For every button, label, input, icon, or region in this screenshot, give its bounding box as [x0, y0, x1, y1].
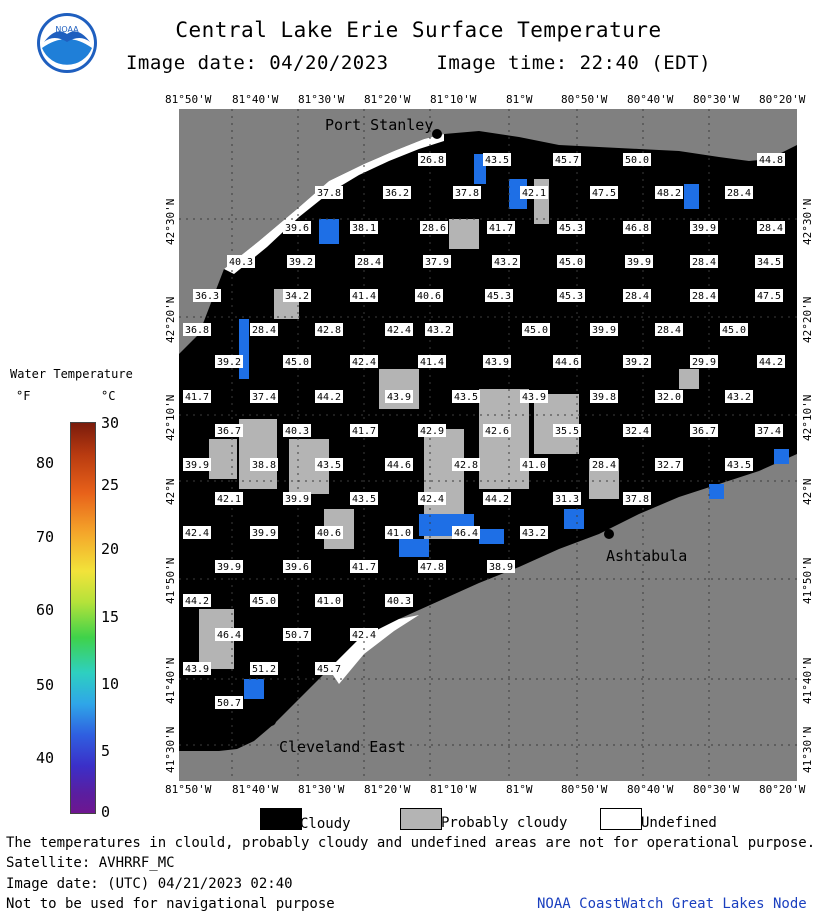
- temp-label: 43.5: [484, 155, 510, 166]
- image-time: Image time: 22:40 (EDT): [436, 52, 712, 74]
- temp-label: 41.0: [386, 528, 412, 539]
- lon-label: 81°30'W: [298, 783, 345, 796]
- image-date-time: [0, 52, 837, 74]
- temp-label: 39.9: [591, 325, 617, 336]
- lon-label: 81°10'W: [430, 783, 477, 796]
- temp-label: 36.8: [184, 325, 210, 336]
- f-tick: 50: [36, 676, 55, 694]
- lon-label: 80°50'W: [561, 93, 608, 106]
- temp-label: 37.9: [424, 257, 450, 268]
- temp-label: 28.4: [251, 325, 277, 336]
- temp-label: 37.8: [624, 494, 650, 505]
- lat-label: 41°50'N: [164, 557, 177, 604]
- temp-label: 41.0: [521, 460, 547, 471]
- temp-label: 38.8: [251, 460, 277, 471]
- temp-label: 34.5: [756, 257, 782, 268]
- lat-label: 42°N: [801, 478, 814, 505]
- lon-label: 80°50'W: [561, 783, 608, 796]
- temp-label: 40.6: [416, 291, 442, 302]
- temp-label: 39.6: [284, 223, 310, 234]
- legend-unit-f: °F: [16, 389, 31, 403]
- temp-label: 36.7: [216, 426, 242, 437]
- temp-label: 47.5: [591, 188, 617, 199]
- lat-label: 41°40'N: [801, 657, 814, 704]
- temp-label: 41.4: [419, 357, 445, 368]
- temp-label: 37.4: [756, 426, 782, 437]
- temp-label: 44.6: [386, 460, 412, 471]
- temp-label: 42.8: [316, 325, 342, 336]
- temp-label: 40.6: [316, 528, 342, 539]
- temp-label: 37.8: [316, 188, 342, 199]
- svg-text:NOAA: NOAA: [55, 25, 79, 34]
- place-ashtabula: Ashtabula: [606, 547, 688, 565]
- lon-label: 81°20'W: [364, 783, 411, 796]
- lon-label: 81°40'W: [232, 783, 279, 796]
- key-undefined-label: Undefined: [641, 815, 717, 831]
- temp-label: 42.4: [184, 528, 210, 539]
- temp-label: 36.7: [691, 426, 717, 437]
- key-cloudy-swatch: [260, 808, 302, 830]
- temp-label: 44.2: [758, 357, 784, 368]
- temp-label: 51.2: [251, 664, 277, 675]
- temp-label: 26.8: [419, 155, 445, 166]
- ashtabula-marker: [604, 529, 614, 539]
- footer-utc-date: Image date: (UTC) 04/21/2023 02:40: [6, 876, 293, 892]
- temp-label: 45.3: [558, 291, 584, 302]
- temp-label: 43.5: [351, 494, 377, 505]
- temp-label: 42.9: [419, 426, 445, 437]
- cleveland-east-marker: [266, 716, 276, 726]
- temp-label: 41.7: [184, 392, 210, 403]
- temp-label: 39.9: [626, 257, 652, 268]
- temp-label: 36.3: [194, 291, 220, 302]
- temp-label: 41.7: [488, 223, 514, 234]
- temp-label: 28.4: [624, 291, 650, 302]
- temp-label: 40.3: [284, 426, 310, 437]
- temp-label: 39.2: [624, 357, 650, 368]
- temp-label: 45.7: [316, 664, 342, 675]
- lat-label: 41°30'N: [164, 726, 177, 773]
- temp-label: 39.9: [691, 223, 717, 234]
- lon-label: 80°30'W: [693, 783, 740, 796]
- temp-label: 39.9: [184, 460, 210, 471]
- temp-label: 41.7: [351, 562, 377, 573]
- temp-label: 44.6: [554, 357, 580, 368]
- image-date: Image date: 04/20/2023: [125, 52, 389, 74]
- lat-label: 42°30'N: [164, 198, 177, 245]
- c-tick: 20: [101, 540, 120, 558]
- lat-label: 42°20'N: [164, 296, 177, 343]
- f-tick: 40: [36, 749, 55, 767]
- temp-label: 43.9: [184, 664, 210, 675]
- lat-label: 41°40'N: [164, 657, 177, 704]
- temp-label: 37.4: [251, 392, 277, 403]
- page-title: Central Lake Erie Surface Temperature: [175, 18, 662, 42]
- temp-label: 42.1: [521, 188, 547, 199]
- temp-label: 45.0: [251, 596, 277, 607]
- lon-label: 81°50'W: [165, 93, 212, 106]
- lon-label: 81°20'W: [364, 93, 411, 106]
- temp-label: 28.4: [356, 257, 382, 268]
- lon-label: 80°40'W: [627, 783, 674, 796]
- key-cloudy-label: Cloudy: [300, 816, 351, 832]
- lon-label: 80°20'W: [759, 93, 806, 106]
- temp-label: 34.2: [284, 291, 310, 302]
- temp-label: 28.4: [591, 460, 617, 471]
- c-tick: 0: [101, 803, 111, 821]
- key-undefined-swatch: [600, 808, 642, 830]
- lat-label: 42°10'N: [164, 394, 177, 441]
- temp-label: 42.4: [386, 325, 412, 336]
- temp-label: 28.4: [656, 325, 682, 336]
- temp-label: 43.5: [726, 460, 752, 471]
- footer-nav-warning: Not to be used for navigational purpose: [6, 896, 335, 912]
- temp-label: 47.8: [419, 562, 445, 573]
- temp-label: 44.8: [758, 155, 784, 166]
- temp-label: 43.9: [521, 392, 547, 403]
- lon-label: 80°30'W: [693, 93, 740, 106]
- legend-title: Water Temperature: [10, 367, 133, 381]
- key-probably-cloudy-swatch: [400, 808, 442, 830]
- lon-label: 81°40'W: [232, 93, 279, 106]
- temp-label: 29.9: [691, 357, 717, 368]
- temp-label: 31.3: [554, 494, 580, 505]
- temp-label: 39.9: [251, 528, 277, 539]
- temp-label: 28.6: [421, 223, 447, 234]
- temp-label: 43.2: [426, 325, 452, 336]
- temp-label: 41.4: [351, 291, 377, 302]
- temp-label: 45.3: [558, 223, 584, 234]
- temp-label: 43.2: [726, 392, 752, 403]
- lon-label: 80°20'W: [759, 783, 806, 796]
- temp-label: 42.8: [453, 460, 479, 471]
- c-tick: 10: [101, 675, 120, 693]
- temp-label: 39.2: [216, 357, 242, 368]
- temp-label: 46.8: [624, 223, 650, 234]
- temp-label: 46.4: [216, 630, 242, 641]
- temp-label: 39.9: [284, 494, 310, 505]
- temp-label: 35.5: [554, 426, 580, 437]
- temp-label: 42.4: [351, 630, 377, 641]
- temp-label: 39.8: [591, 392, 617, 403]
- temp-label: 43.5: [316, 460, 342, 471]
- lat-label: 41°50'N: [801, 557, 814, 604]
- lat-label: 41°30'N: [801, 726, 814, 773]
- temp-label: 28.4: [691, 291, 717, 302]
- footer-satellite: Satellite: AVHRRF_MC: [6, 855, 175, 871]
- temp-label: 41.0: [316, 596, 342, 607]
- temp-label: 42.4: [419, 494, 445, 505]
- f-tick: 80: [36, 454, 55, 472]
- c-tick: 15: [101, 608, 120, 626]
- temp-label: 28.4: [691, 257, 717, 268]
- temp-label: 45.3: [486, 291, 512, 302]
- temp-label: 37.8: [454, 188, 480, 199]
- temp-label: 50.0: [624, 155, 650, 166]
- place-cleveland-east: Cleveland East: [279, 738, 406, 756]
- temp-label: 38.9: [488, 562, 514, 573]
- temp-label: 43.9: [484, 357, 510, 368]
- temp-label: 42.6: [484, 426, 510, 437]
- lat-label: 42°20'N: [801, 296, 814, 343]
- lat-label: 42°N: [164, 478, 177, 505]
- c-tick: 30: [101, 414, 120, 432]
- temp-label: 43.2: [521, 528, 547, 539]
- lon-label: 81°W: [506, 93, 533, 106]
- temp-label: 44.2: [484, 494, 510, 505]
- temperature-map: [179, 109, 797, 781]
- lat-label: 42°10'N: [801, 394, 814, 441]
- temp-label: 42.4: [351, 357, 377, 368]
- f-tick: 70: [36, 528, 55, 546]
- temp-label: 40.3: [386, 596, 412, 607]
- temp-label: 28.4: [726, 188, 752, 199]
- temp-label: 50.7: [284, 630, 310, 641]
- temp-label: 39.6: [284, 562, 310, 573]
- legend-unit-c: °C: [101, 389, 116, 403]
- c-tick: 5: [101, 742, 111, 760]
- temp-label: 44.2: [316, 392, 342, 403]
- temp-label: 42.1: [216, 494, 242, 505]
- temperature-colorbar: [70, 422, 96, 814]
- temp-label: 40.3: [228, 257, 254, 268]
- key-probably-cloudy-label: Probably cloudy: [441, 815, 568, 831]
- temp-label: 44.2: [184, 596, 210, 607]
- temp-label: 47.5: [756, 291, 782, 302]
- temp-label: 32.4: [624, 426, 650, 437]
- temp-label: 45.0: [523, 325, 549, 336]
- temp-label: 41.7: [351, 426, 377, 437]
- c-tick: 25: [101, 476, 120, 494]
- temp-label: 36.2: [384, 188, 410, 199]
- f-tick: 60: [36, 601, 55, 619]
- footer-disclaimer: The temperatures in clould, probably cloudy and undefined areas are not for operational purpose.: [6, 835, 816, 851]
- temp-label: 46.4: [453, 528, 479, 539]
- temp-label: 45.0: [284, 357, 310, 368]
- lon-label: 81°10'W: [430, 93, 477, 106]
- lon-label: 81°W: [506, 783, 533, 796]
- temp-label: 39.9: [216, 562, 242, 573]
- lat-label: 42°30'N: [801, 198, 814, 245]
- temp-label: 39.2: [288, 257, 314, 268]
- port-stanley-marker: [432, 129, 442, 139]
- temp-label: 45.7: [554, 155, 580, 166]
- temp-label: 43.5: [453, 392, 479, 403]
- temp-label: 38.1: [351, 223, 377, 234]
- place-port-stanley: Port Stanley: [325, 116, 434, 134]
- temp-label: 50.7: [216, 698, 242, 709]
- lon-label: 81°30'W: [298, 93, 345, 106]
- temp-label: 45.0: [721, 325, 747, 336]
- lon-label: 81°50'W: [165, 783, 212, 796]
- footer-credit: NOAA CoastWatch Great Lakes Node: [537, 896, 807, 912]
- temp-label: 32.7: [656, 460, 682, 471]
- temp-label: 45.0: [558, 257, 584, 268]
- lon-label: 80°40'W: [627, 93, 674, 106]
- temp-label: 28.4: [758, 223, 784, 234]
- temp-label: 43.9: [386, 392, 412, 403]
- temp-label: 48.2: [656, 188, 682, 199]
- temp-label: 43.2: [493, 257, 519, 268]
- temp-label: 32.0: [656, 392, 682, 403]
